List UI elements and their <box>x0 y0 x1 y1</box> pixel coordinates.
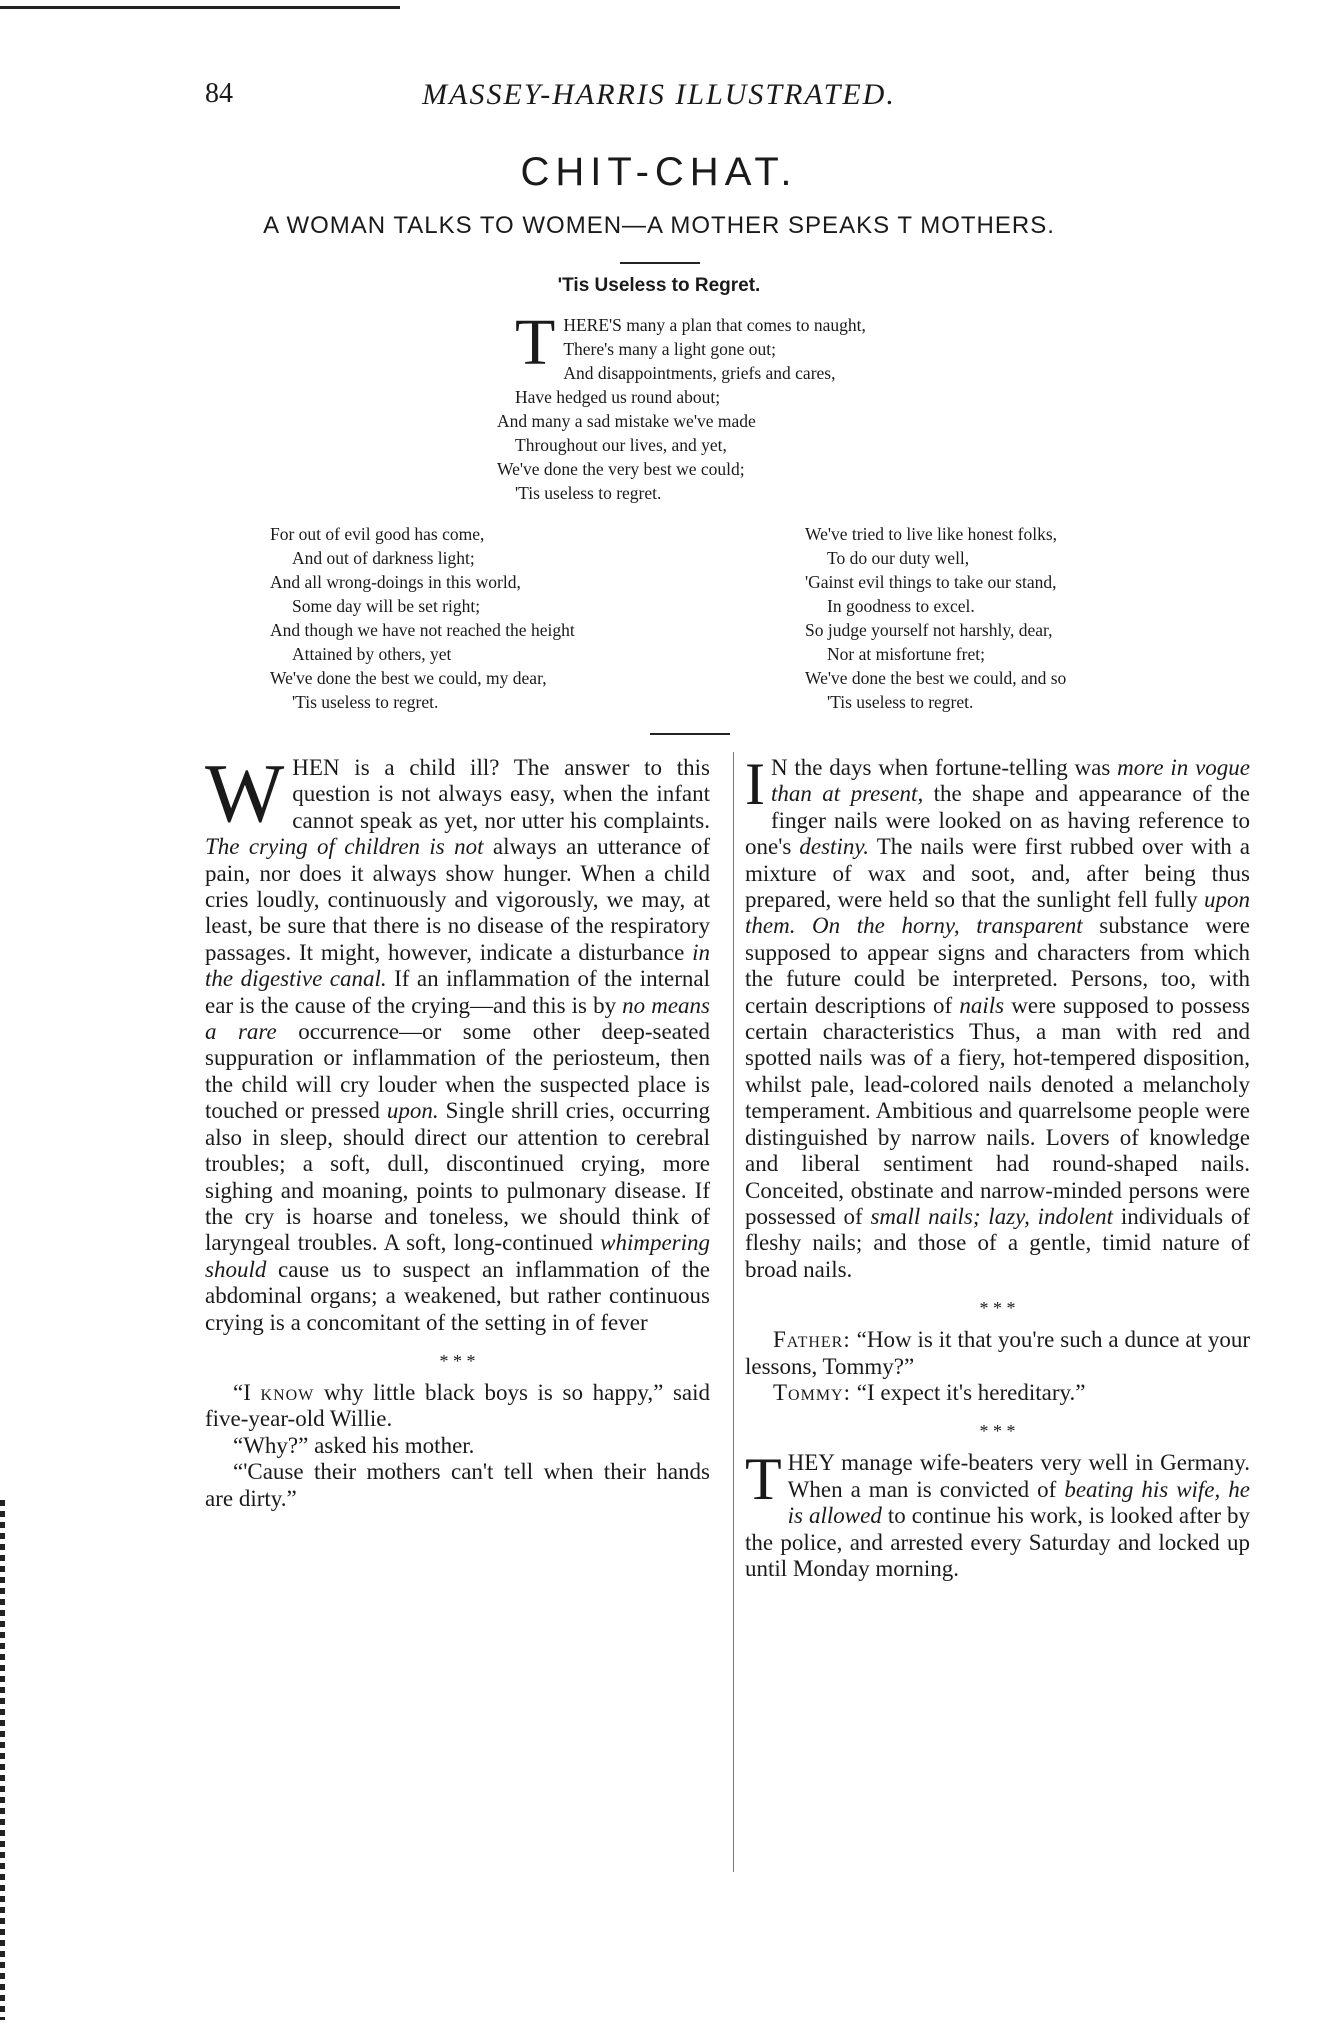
text-run-italic: upon them. On the horny, transparent <box>745 887 1250 939</box>
text-run: individuals of fleshy nails; and those of a gentle, timid nature of broad nails. <box>745 1203 1250 1282</box>
text-run: always an utterance of pain, nor does it always show hunger. When a child cries loudly, continuously and vigorously, we may, at least, be sure that there is no disease of the respiratory passages. It might, however, indicate a disturbance <box>205 834 710 965</box>
text-run: HEN is a child ill? The answer to this question is not always easy, when the infant cannot speak as yet, nor utter his complaints. <box>292 755 710 833</box>
text-run-italic: beating his wife, he is allowed <box>787 1476 1250 1529</box>
poem-line: And though we have not reached the height <box>270 620 575 640</box>
willie-anecdote <box>205 1380 710 1433</box>
poem-line: We've done the best we could, my dear, <box>270 668 547 688</box>
wife-beaters-paragraph <box>745 1446 1251 1582</box>
text-run-italic: more in vogue than at present, <box>770 755 1250 807</box>
poem-line: There's many a light gone out; <box>563 339 776 359</box>
text-run: “I <box>233 1379 261 1405</box>
column-divider <box>733 752 734 1872</box>
poem-drop-cap: T <box>515 306 556 379</box>
poem-line: To do our duty well, <box>827 548 970 568</box>
text-run-italic: destiny. <box>799 834 870 860</box>
poem-line: Have hedged us round about; <box>515 387 721 407</box>
title-divider <box>620 262 700 264</box>
poem-line: We've tried to live like honest folks, <box>805 524 1058 544</box>
speaker-label: Tommy: <box>773 1379 852 1405</box>
father-line <box>745 1327 1250 1380</box>
text-run: N the days when fortune-telling was <box>770 755 1118 780</box>
tommy-line <box>745 1380 1250 1406</box>
poem-line: In goodness to excel. <box>827 596 975 616</box>
poem-line: Nor at misfortune fret; <box>827 644 985 664</box>
text-run-italic: no means a rare <box>205 992 710 1045</box>
text-run-italic: upon. <box>386 1098 439 1124</box>
poem-line: For out of evil good has come, <box>270 524 485 544</box>
page-number: 84 <box>205 78 233 109</box>
poem-line: 'Tis useless to regret. <box>515 483 662 503</box>
willie-answer: “'Cause their mothers can't tell when their hands are dirty.” <box>205 1459 710 1511</box>
text-run-italic: whimpering should <box>205 1230 710 1282</box>
text-run: cause us to suspect an inflammation of the abdominal organs; a weakened, but rather continuous crying is a concomitant of the setting in of fever <box>205 1256 710 1335</box>
text-run: If an inflammation of the internal ear is the cause of the crying—and this is by <box>205 966 710 1018</box>
poem-line: And out of darkness light; <box>292 548 475 568</box>
running-title: MASSEY-HARRIS ILLUSTRATED. <box>422 78 896 111</box>
right-column <box>745 751 1251 1582</box>
text-run: were supposed to possess certain characteristics Thus, a man with red and spotted nails was of a fiery, hot-tempered disposition, whilst pale, lead-colored nails denoted a melancholy temperament. Ambitious and quarrelsome people were distinguished by narrow nails. Lovers of knowledge and liberal sentiment had round-shaped nails. Conceited, obstinate and narrow-minded persons were possessed of <box>745 992 1251 1229</box>
drop-cap: W <box>205 747 285 840</box>
text-run: the shape and appearance of the finger nails were looked on as having reference to one's <box>745 781 1251 860</box>
poem-line: Throughout our lives, and yet, <box>515 435 727 455</box>
poem-line: We've done the best we could, and so <box>805 668 1067 688</box>
poem-line: 'Gainst evil things to take our stand, <box>805 572 1057 592</box>
poem-line: We've done the very best we could; <box>497 459 745 479</box>
text-run: substance were supposed to appear signs and characters from which the future could be interpreted. Persons, too, with certain descriptions of <box>745 913 1251 1018</box>
text-run-italic: nails <box>959 992 1005 1018</box>
left-column <box>205 747 710 1512</box>
drop-cap: T <box>745 1446 782 1513</box>
text-run-smallcaps: know <box>260 1379 315 1405</box>
poem-line: And many a sad mistake we've made <box>497 411 756 431</box>
section-stars: * * * <box>979 1421 1016 1442</box>
mother-question: “Why?” asked his mother. <box>233 1432 475 1458</box>
section-stars: * * * <box>439 1350 476 1371</box>
poem-line: So judge yourself not harshly, dear, <box>805 620 1053 640</box>
poem-stanza-3 <box>805 522 1225 714</box>
poem-title: 'Tis Useless to Regret. <box>557 275 761 296</box>
page-edge-mark <box>0 1500 5 2020</box>
text-run-italic: in the digestive canal. <box>205 939 710 992</box>
poem-stanza-1 <box>497 306 1035 505</box>
section-stars: * * * <box>979 1298 1016 1319</box>
text-run: “How is it that you're such a dunce at your lessons, Tommy?” <box>745 1327 1250 1379</box>
text-run: Single shrill cries, occurring also in sleep, should direct our attention to cerebral troubles; a soft, dull, discontinued crying, more sighing and moaning, points to pulmonary disease. If the cry is hoarse and toneless, we should think of laryngeal troubles. A soft, long-continued <box>205 1098 710 1256</box>
poem-line: HERE'S many a plan that comes to naught, <box>563 315 866 335</box>
text-run: why little black boys is so happy,” said five-year-old Willie. <box>205 1379 710 1432</box>
article-subtitle: A WOMAN TALKS TO WOMEN—A MOTHER SPEAKS T MOTHERS. <box>263 212 1055 239</box>
poem-line: And disappointments, griefs and cares, <box>563 363 836 383</box>
drop-cap: I <box>745 751 765 817</box>
child-illness-paragraph <box>205 747 710 1336</box>
text-run: HEY manage wife-beaters very well in Germany. When a man is convicted of <box>787 1450 1250 1502</box>
top-border-rule <box>0 6 400 9</box>
fortune-telling-paragraph <box>745 751 1251 1283</box>
article-title: CHIT-CHAT. <box>520 150 798 194</box>
text-run: “I expect it's hereditary.” <box>851 1379 1086 1405</box>
text-run: occurrence—or some other deep-seated suppuration or inflammation of the periosteum, then the child will cry louder when the suspected place is touched or pressed <box>205 1019 710 1124</box>
speaker-label: Father: <box>773 1327 851 1353</box>
text-run: The nails were first rubbed over with a mixture of wax and soot, and, after being thus prepared, were held so that the sunlight fell fully <box>745 834 1250 913</box>
poem-line: 'Tis useless to regret. <box>827 692 974 712</box>
text-run: to continue his work, is looked after by the police, and arrested every Saturday and locked up until Monday morning. <box>745 1503 1251 1581</box>
poem-line: 'Tis useless to regret. <box>292 692 439 712</box>
poem-line: Some day will be set right; <box>292 596 481 616</box>
page-header <box>0 78 1318 118</box>
text-run-italic: small nails; lazy, indolent <box>870 1203 1114 1229</box>
poem-line: Attained by others, yet <box>292 644 452 664</box>
text-run-italic: The crying of children is not <box>205 834 484 860</box>
poem-stanza-2 <box>270 522 740 714</box>
poem-line: And all wrong-doings in this world, <box>270 572 521 592</box>
section-divider <box>650 733 730 735</box>
